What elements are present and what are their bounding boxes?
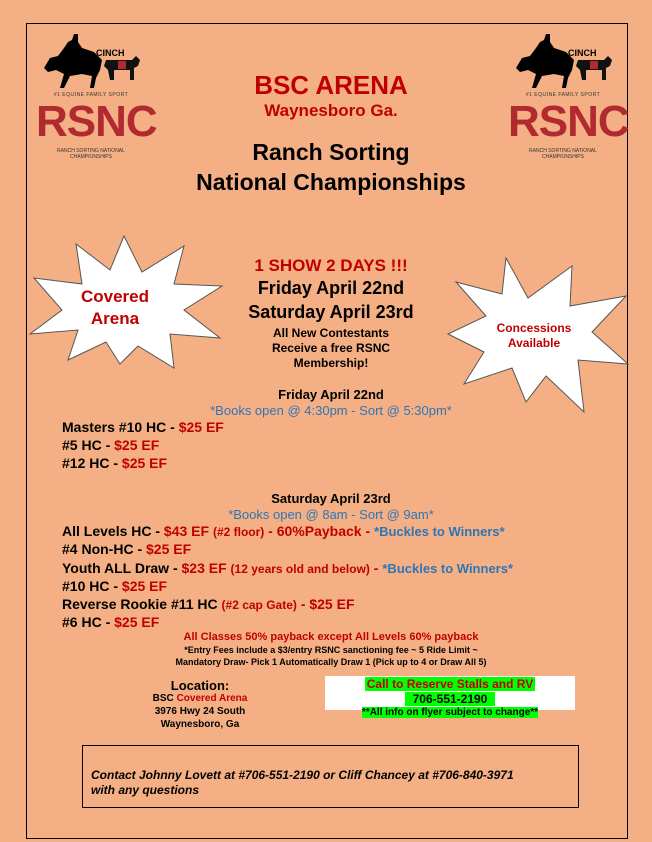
horse-rider-icon (508, 30, 618, 90)
logo-tagline: #1 EQUINE FAMILY SPORT (53, 92, 129, 98)
payback-note: All Classes 50% payback except All Levels 60% payback (183, 631, 479, 643)
promo-line3: Membership! (293, 356, 369, 370)
starburst-right-line1: Concessions (496, 321, 572, 335)
show-day1: Friday April 22nd (257, 278, 405, 298)
show-day2: Saturday April 23rd (248, 302, 414, 322)
event-title-line1: Ranch Sorting (252, 139, 410, 165)
promo-line1: All New Contestants (272, 326, 389, 340)
logo-subtitle: RANCH SORTING NATIONAL CHAMPIONSHIPS (529, 148, 597, 160)
location-city: Waynesboro, Ga (160, 719, 240, 730)
starburst-left-line1: Covered (80, 287, 150, 306)
saturday-heading: Saturday April 23rd (271, 491, 391, 506)
class-row: #6 HC - $25 EF (62, 614, 160, 630)
cinch-label: CINCH (568, 48, 597, 58)
covered-arena-text (60, 286, 170, 330)
promo-line2: Receive a free RSNC (271, 341, 391, 355)
class-row: #10 HC - $25 EF (62, 578, 168, 594)
rsnc-logo-right (508, 30, 629, 160)
class-row: #5 HC - $25 EF (62, 437, 160, 453)
class-row: #4 Non-HC - $25 EF (62, 541, 192, 557)
event-title-line2: National Championships (196, 169, 466, 195)
horse-rider-icon (36, 30, 146, 90)
starburst-left-line2: Arena (90, 309, 140, 328)
location-name: BSC Covered Arena (152, 693, 248, 704)
location-label: Location: (170, 678, 230, 693)
contact-text: Contact Johnny Lovett at #706-551-2190 or Cliff Chancey at #706-840-3971 with any questions (91, 768, 514, 797)
venue-location: Waynesboro Ga. (264, 101, 398, 120)
class-row: Reverse Rookie #11 HC (#2 cap Gate) - $25 EF (62, 596, 355, 612)
show-headline: 1 SHOW 2 DAYS !!! (254, 256, 408, 275)
logo-tagline: #1 EQUINE FAMILY SPORT (525, 92, 601, 98)
reserve-disclaimer: **All info on flyer subject to change** (361, 707, 539, 718)
friday-times: *Books open @ 4:30pm - Sort @ 5:30pm* (210, 403, 452, 418)
reserve-call: Call to Reserve Stalls and RV (366, 677, 534, 691)
class-row: Youth ALL Draw - $23 EF (12 years old and below) - *Buckles to Winners* (62, 560, 514, 576)
class-row: All Levels HC - $43 EF (#2 floor) - 60%Payback - *Buckles to Winners* (62, 523, 505, 539)
friday-heading: Friday April 22nd (278, 387, 384, 402)
cinch-label: CINCH (96, 48, 125, 58)
contact-box (82, 745, 579, 808)
venue-title: BSC ARENA (254, 70, 408, 100)
starburst-right-line2: Available (507, 336, 561, 350)
location-street: 3976 Hwy 24 South (154, 706, 246, 717)
fees-note: *Entry Fees include a $3/entry RSNC sanctioning fee ~ 5 Ride Limit ~ (184, 645, 478, 655)
reserve-phone: 706-551-2190 (325, 692, 575, 706)
class-row: #12 HC - $25 EF (62, 455, 168, 471)
rsnc-logo-left (36, 30, 157, 160)
logo-text: RSNC (36, 97, 157, 146)
class-row: Masters #10 HC - $25 EF (62, 419, 224, 435)
logo-text: RSNC (508, 97, 629, 146)
promo-text (220, 326, 442, 371)
saturday-times: *Books open @ 8am - Sort @ 9am* (228, 507, 434, 522)
concessions-text (478, 321, 590, 351)
draw-note: Mandatory Draw- Pick 1 Automatically Draw 1 (Pick up to 4 or Draw All 5) (175, 657, 487, 667)
logo-subtitle: RANCH SORTING NATIONAL CHAMPIONSHIPS (57, 148, 125, 160)
